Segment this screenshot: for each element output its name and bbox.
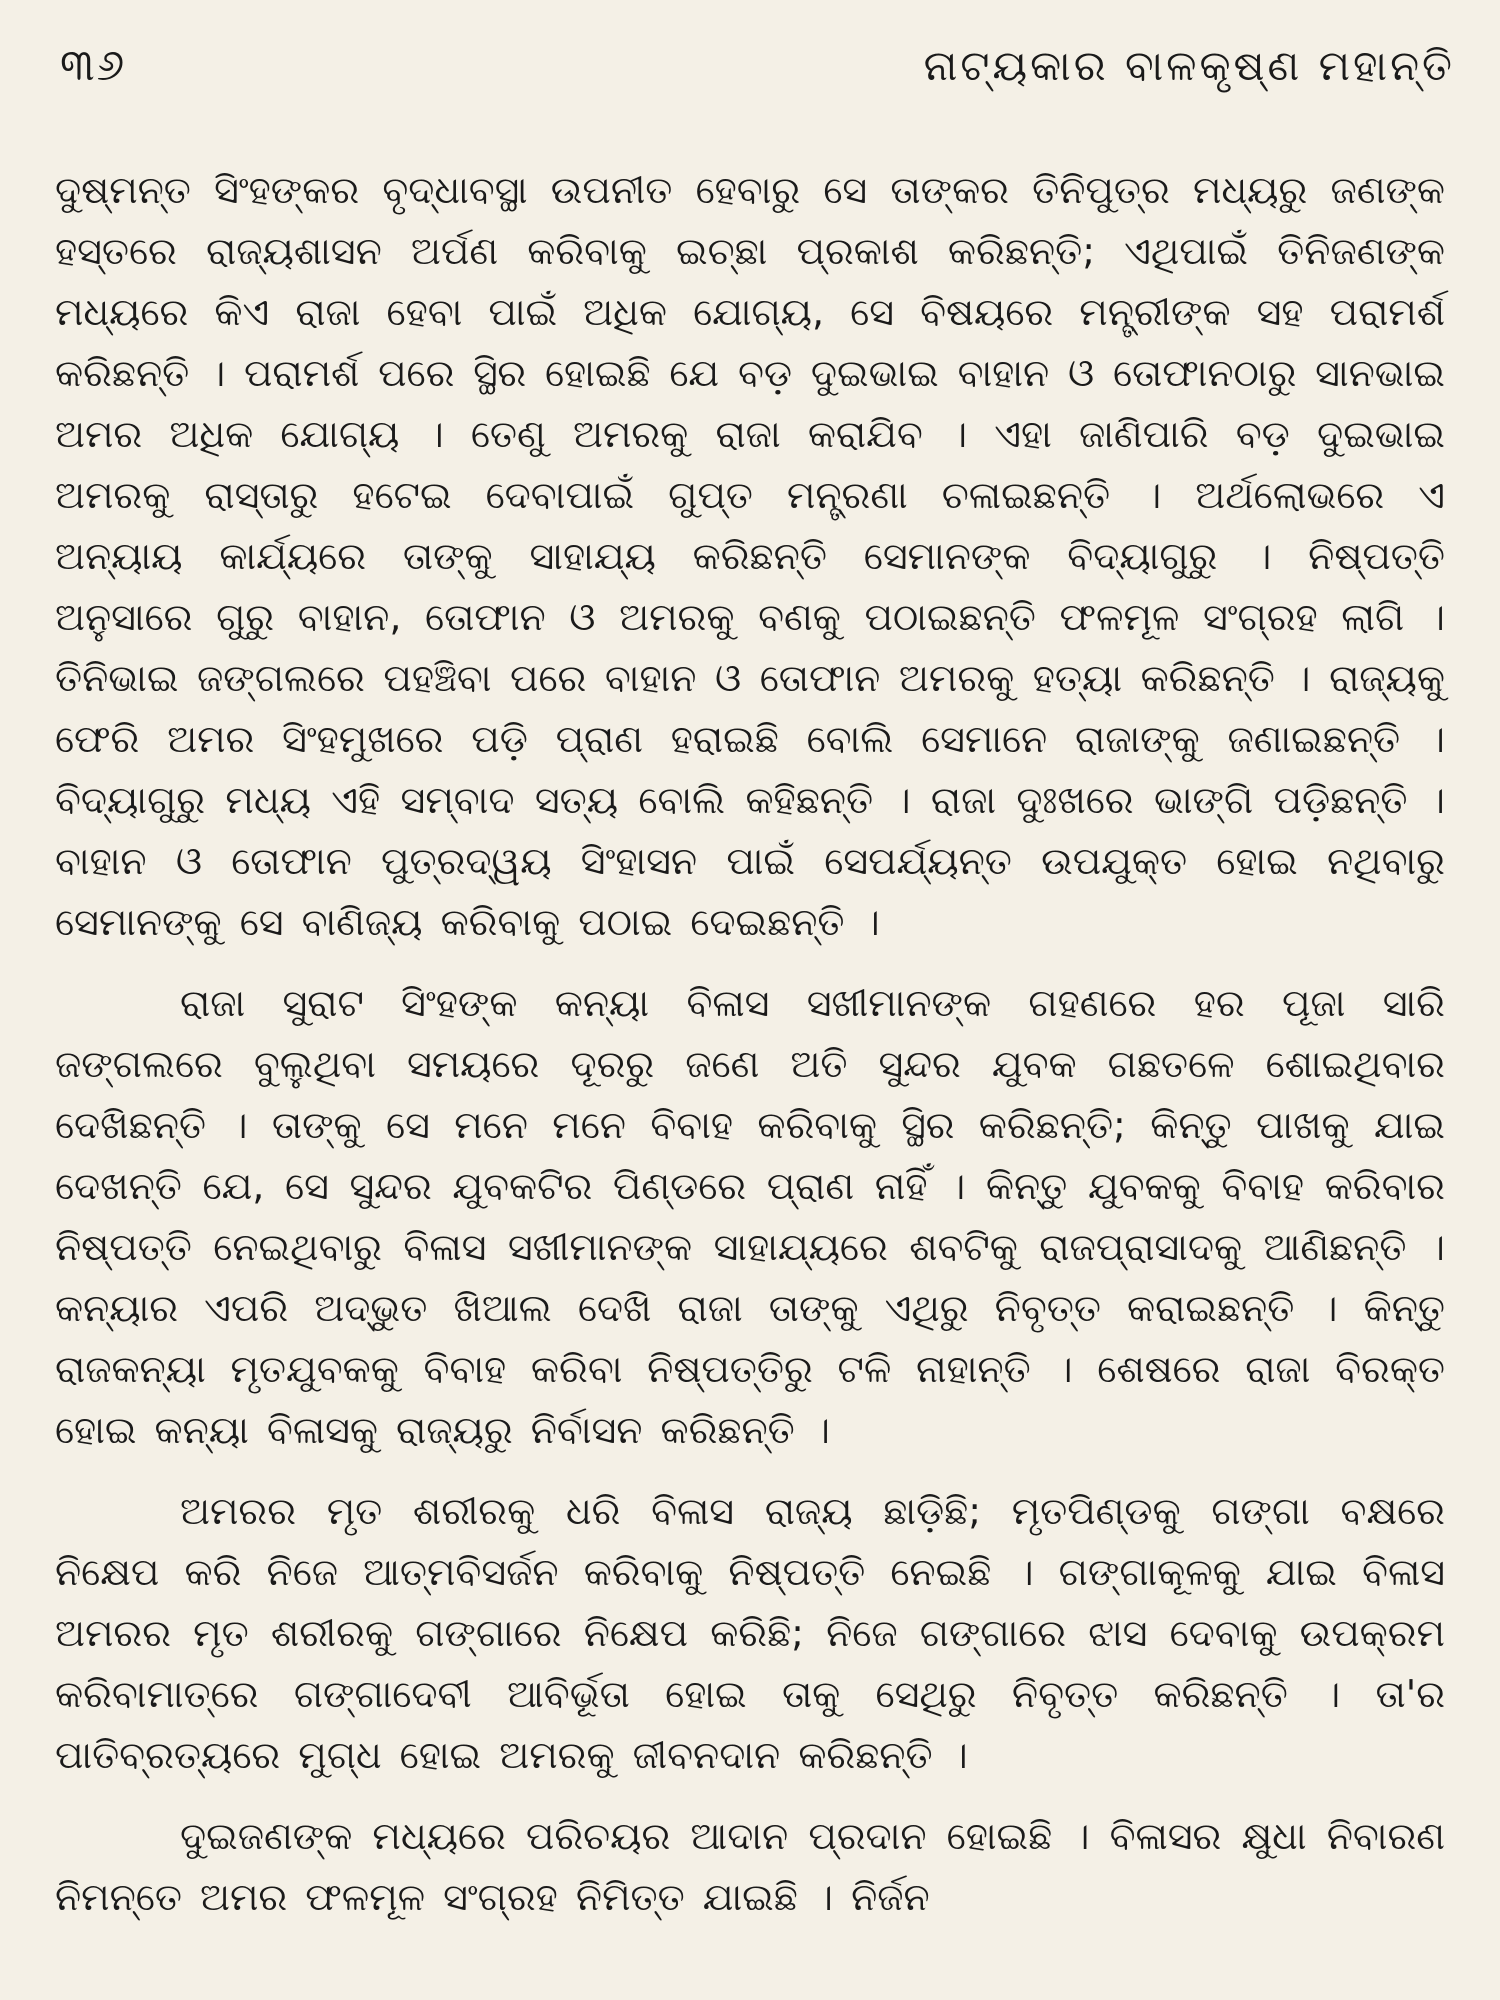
page-header	[60, 40, 1455, 100]
paragraph-3: ଅମରର ମୃତ ଶରୀରକୁ ଧରି ବିଳାସ ରାଜ୍ୟ ଛାଡ଼ିଛି; ମୃତପିଣ୍ଡକୁ ଗଙ୍ଗା ବକ୍ଷରେ ନିକ୍ଷେପ କରି ନିଜେ ଆତ୍ମବିସର୍ଜନ କରିବାକୁ ନିଷ୍ପତ୍ତି ନେଇଛି । ଗଙ୍ଗାକୂଳକୁ ଯାଇ ବିଳାସ ଅମରର ମୃତ ଶରୀରକୁ ଗଙ୍ଗାରେ ନିକ୍ଷେପ କରିଛି; ନିଜେ ଗଙ୍ଗାରେ ଝାସ ଦେବାକୁ ଉପକ୍ରମ କରିବାମାତ୍ରେ ଗଙ୍ଗାଦେବୀ ଆବିର୍ଭୂତା ହୋଇ ତାକୁ ସେଥିରୁ ନିବୃତ୍ତ କରିଛନ୍ତି । ତା'ର ପାତିବ୍ରତ୍ୟରେ ମୁଗ୍ଧ ହୋଇ ଅମରକୁ ଜୀବନଦାନ କରିଛନ୍ତି ।	[55, 1489, 1445, 1777]
paragraph-1: ଦୁଷ୍ମନ୍ତ ସିଂହଙ୍କର ବୃଦ୍ଧାବସ୍ଥା ଉପନୀତ ହେବାରୁ ସେ ତାଙ୍କର ତିନିପୁତ୍ର ମଧ୍ୟରୁ ଜଣଙ୍କ ହସ୍ତରେ ରାଜ୍ୟଶାସନ ଅର୍ପଣ କରିବାକୁ ଇଚ୍ଛା ପ୍ରକାଶ କରିଛନ୍ତି; ଏଥିପାଇଁ ତିନିଜଣଙ୍କ ମଧ୍ୟରେ କିଏ ରାଜା ହେବା ପାଇଁ ଅଧିକ ଯୋଗ୍ୟ, ସେ ବିଷୟରେ ମନ୍ତ୍ରୀଙ୍କ ସହ ପରାମର୍ଶ କରିଛନ୍ତି । ପରାମର୍ଶ ପରେ ସ୍ଥିର ହୋଇଛି ଯେ ବଡ଼ ଦୁଇଭାଇ ବାହାନ ଓ ତୋଫାନଠାରୁ ସାନଭାଇ ଅମର ଅଧିକ ଯୋଗ୍ୟ । ତେଣୁ ଅମରକୁ ରାଜା କରାଯିବ । ଏହା ଜାଣିପାରି ବଡ଼ ଦୁଇଭାଇ ଅମରକୁ ରାସ୍ତାରୁ ହଟେଇ ଦେବାପାଇଁ ଗୁପ୍ତ ମନ୍ତ୍ରଣା ଚଳାଇଛନ୍ତି । ଅର୍ଥଲୋଭରେ ଏ ଅନ୍ୟାୟ କାର୍ଯ୍ୟରେ ତାଙ୍କୁ ସାହାଯ୍ୟ କରିଛନ୍ତି ସେମାନଙ୍କ ବିଦ୍ୟାଗୁରୁ । ନିଷ୍ପତ୍ତି ଅନୁସାରେ ଗୁରୁ ବାହାନ, ତୋଫାନ ଓ ଅମରକୁ ବଣକୁ ପଠାଇଛନ୍ତି ଫଳମୂଳ ସଂଗ୍ରହ ଲାଗି । ତିନିଭାଇ ଜଙ୍ଗଲରେ ପହଞ୍ଚିବା ପରେ ବାହାନ ଓ ତୋଫାନ ଅମରକୁ ହତ୍ୟା କରିଛନ୍ତି । ରାଜ୍ୟକୁ ଫେରି ଅମର ସିଂହମୁଖରେ ପଡ଼ି ପ୍ରାଣ ହରାଇଛି ବୋଲି ସେମାନେ ରାଜାଙ୍କୁ ଜଣାଇଛନ୍ତି । ବିଦ୍ୟାଗୁରୁ ମଧ୍ୟ ଏହି ସମ୍ବାଦ ସତ୍ୟ ବୋଲି କହିଛନ୍ତି । ରାଜା ଦୁଃଖରେ ଭାଙ୍ଗି ପଡ଼ିଛନ୍ତି । ବାହାନ ଓ ତୋଫାନ ପୁତ୍ରଦ୍ୱୟ ସିଂହାସନ ପାଇଁ ସେପର୍ଯ୍ୟନ୍ତ ଉପଯୁକ୍ତ ହୋଇ ନଥିବାରୁ ସେମାନଙ୍କୁ ସେ ବାଣିଜ୍ୟ କରିବାକୁ ପଠାଇ ଦେଇଛନ୍ତି ।	[55, 168, 1445, 944]
page-number: ୩୬	[60, 40, 127, 91]
paragraph-4: ଦୁଇଜଣଙ୍କ ମଧ୍ୟରେ ପରିଚୟର ଆଦାନ ପ୍ରଦାନ ହୋଇଛି । ବିଳାସର କ୍ଷୁଧା ନିବାରଣ ନିମନ୍ତେ ଅମର ଫଳମୂଳ ସଂଗ୍ରହ ନିମିତ୍ତ ଯାଇଛି । ନିର୍ଜନ	[55, 1814, 1445, 1919]
paragraph-2: ରାଜା ସୁରାଟ ସିଂହଙ୍କ କନ୍ୟା ବିଳାସ ସଖୀମାନଙ୍କ ଗହଣରେ ହର ପୂଜା ସାରି ଜଙ୍ଗଲରେ ବୁଲୁଥିବା ସମୟରେ ଦୂରରୁ ଜଣେ ଅତି ସୁନ୍ଦର ଯୁବକ ଗଛତଳେ ଶୋଇଥିବାର ଦେଖିଛନ୍ତି । ତାଙ୍କୁ ସେ ମନେ ମନେ ବିବାହ କରିବାକୁ ସ୍ଥିର କରିଛନ୍ତି; କିନ୍ତୁ ପାଖକୁ ଯାଇ ଦେଖନ୍ତି ଯେ, ସେ ସୁନ୍ଦର ଯୁବକଟିର ପିଣ୍ଡରେ ପ୍ରାଣ ନାହିଁ । କିନ୍ତୁ ଯୁବକକୁ ବିବାହ କରିବାର ନିଷ୍ପତ୍ତି ନେଇଥିବାରୁ ବିଳାସ ସଖୀମାନଙ୍କ ସାହାଯ୍ୟରେ ଶବଟିକୁ ରାଜପ୍ରାସାଦକୁ ଆଣିଛନ୍ତି । କନ୍ୟାର ଏପରି ଅଦ୍ଭୁତ ଖିଆଲ ଦେଖି ରାଜା ତାଙ୍କୁ ଏଥିରୁ ନିବୃତ୍ତ କରାଇଛନ୍ତି । କିନ୍ତୁ ରାଜକନ୍ୟା ମୃତଯୁବକକୁ ବିବାହ କରିବା ନିଷ୍ପତ୍ତିରୁ ଟଳି ନାହାନ୍ତି । ଶେଷରେ ରାଜା ବିରକ୍ତ ହୋଇ କନ୍ୟା ବିଳାସକୁ ରାଜ୍ୟରୁ ନିର୍ବାସନ କରିଛନ୍ତି ।	[55, 981, 1445, 1452]
running-title: ନାଟ୍ୟକାର ବାଳକୃଷ୍ଣ ମହାନ୍ତି	[923, 41, 1455, 90]
body-text	[55, 160, 1445, 1928]
